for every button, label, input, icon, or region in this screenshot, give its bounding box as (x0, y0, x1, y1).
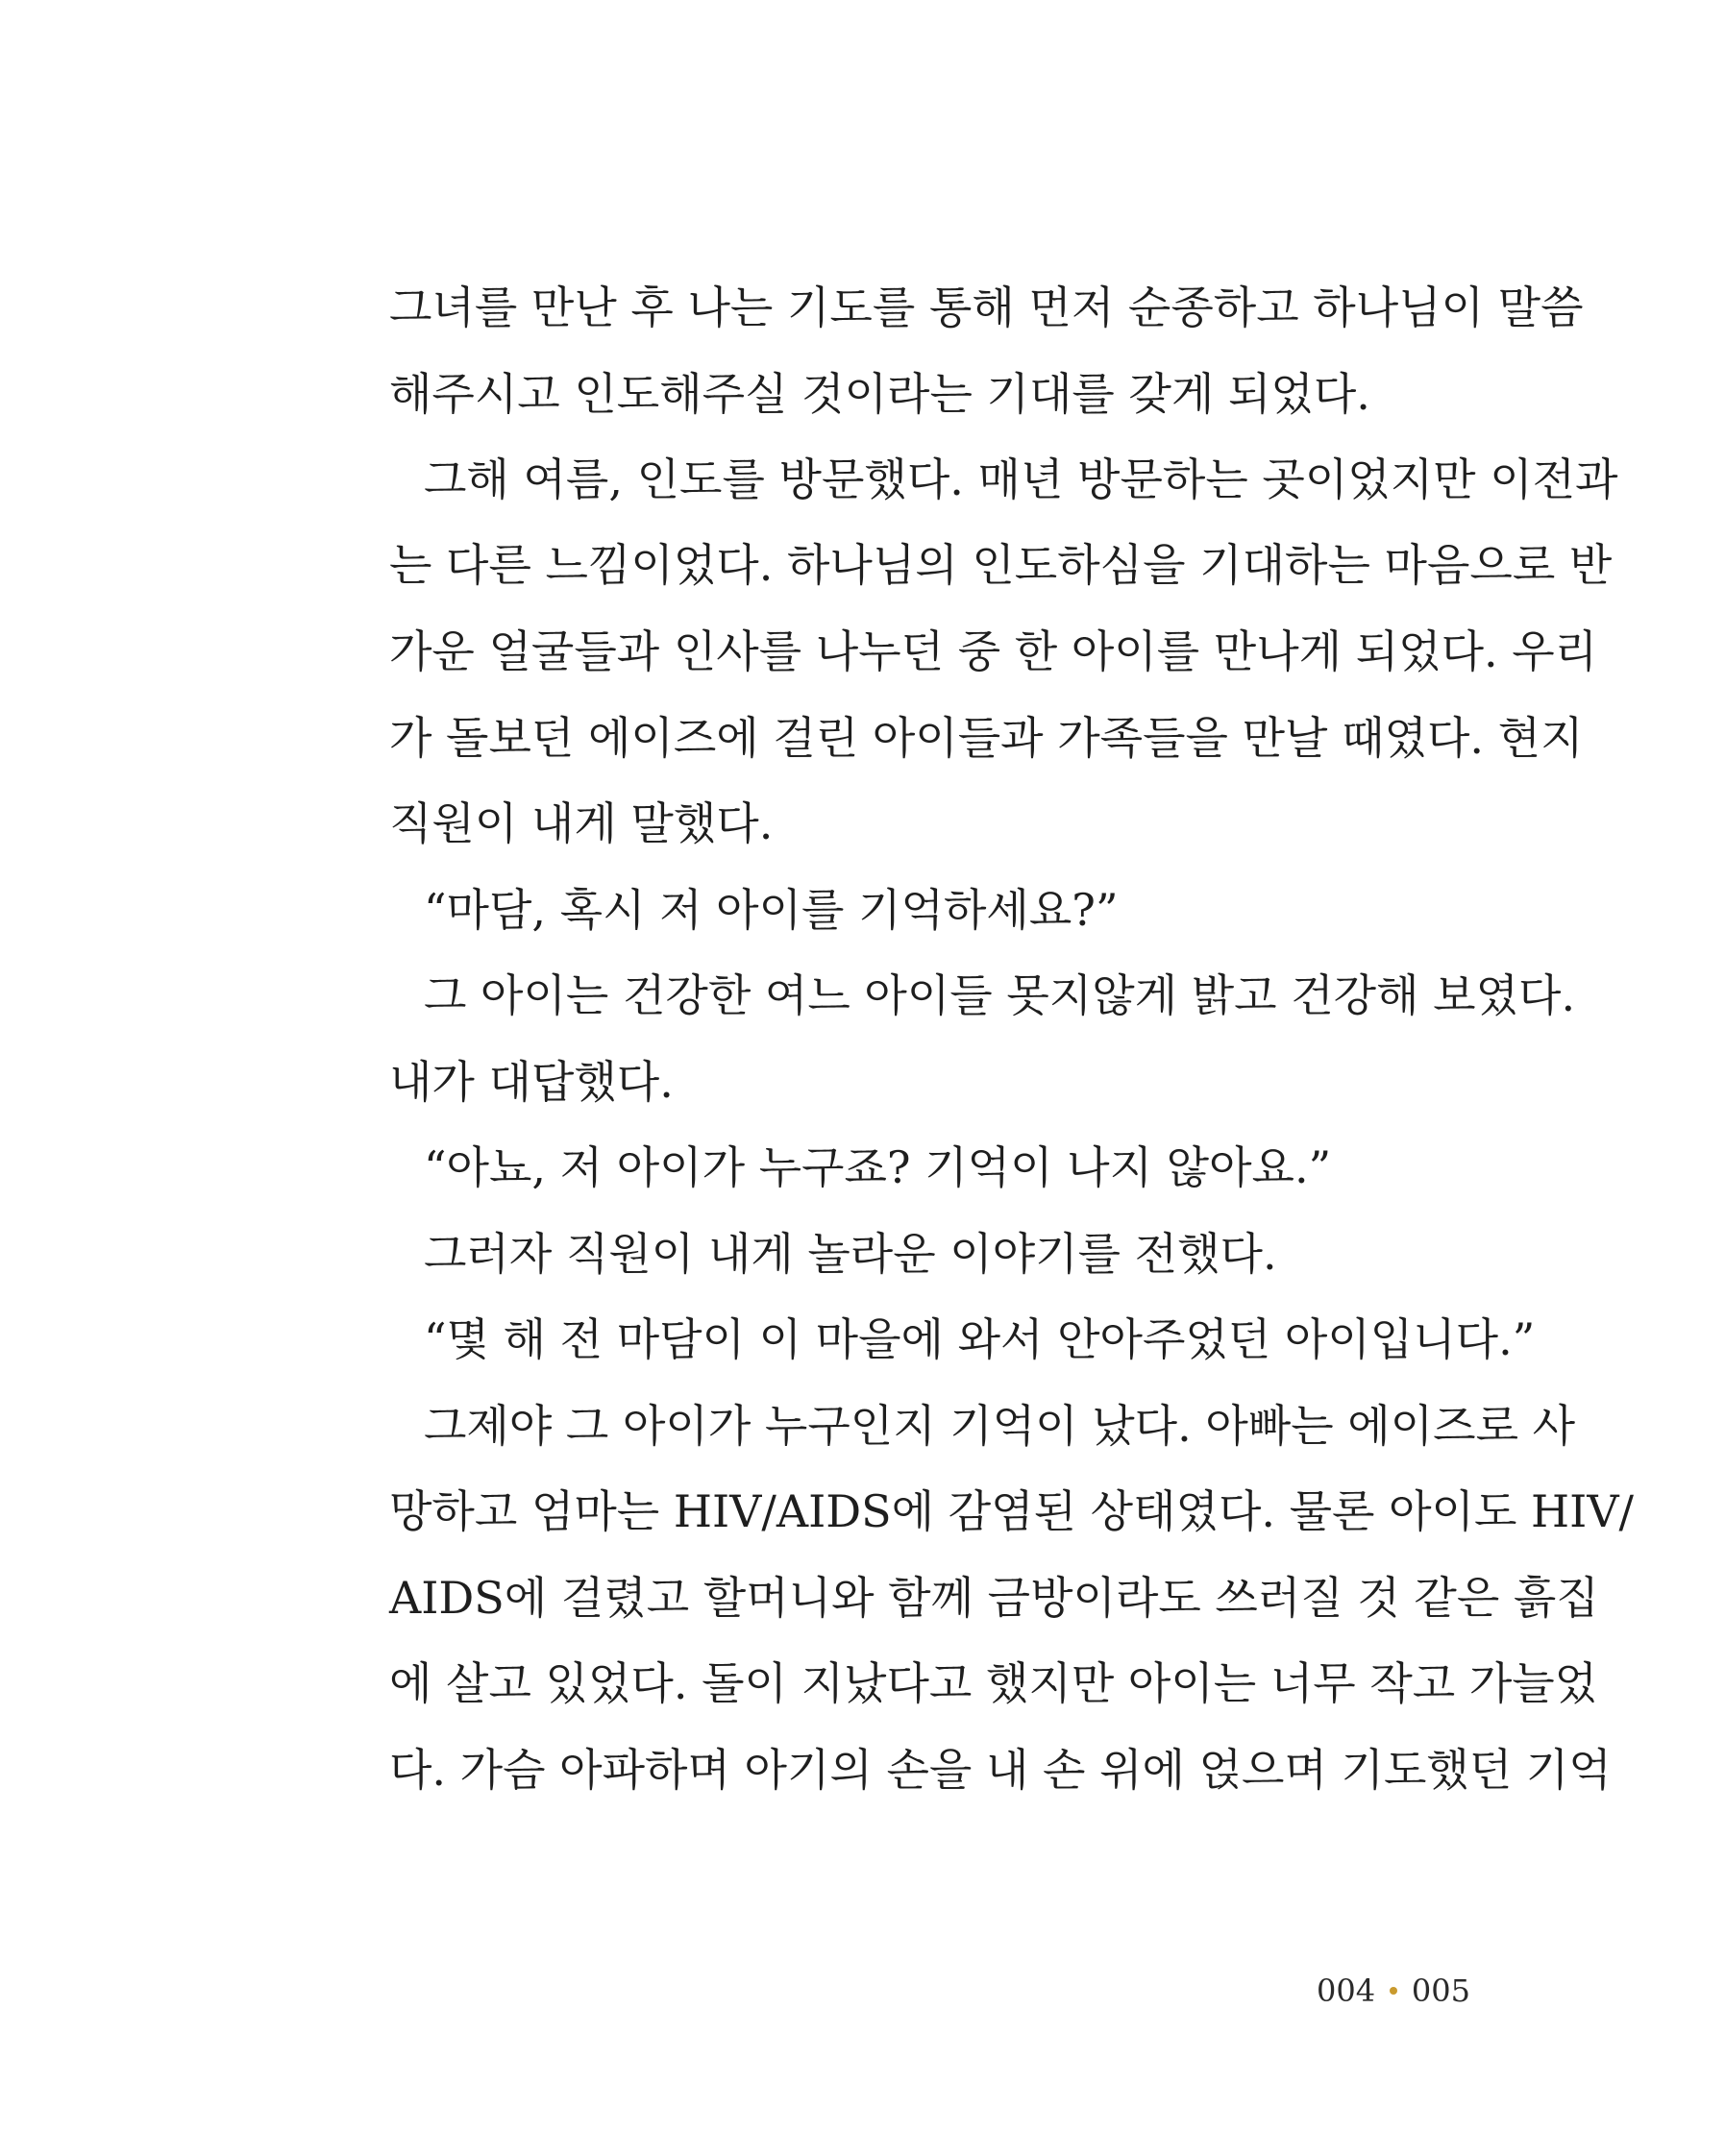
body-line: 직원이 내게 말했다. (389, 797, 774, 849)
body-line: “아뇨, 저 아이가 누구죠? 기억이 나지 않아요.” (424, 1141, 1332, 1193)
body-line: 그제야 그 아이가 누구인지 기억이 났다. 아빠는 에이즈로 사 (424, 1400, 1576, 1452)
body-line: 가운 얼굴들과 인사를 나누던 중 한 아이를 만나게 되었다. 우리 (389, 625, 1598, 677)
body-line: 가 돌보던 에이즈에 걸린 아이들과 가족들을 만날 때였다. 현지 (389, 712, 1584, 764)
body-line: 에 살고 있었다. 돌이 지났다고 했지만 아이는 너무 작고 가늘었 (389, 1657, 1598, 1709)
right-page-number: 005 (1411, 1972, 1470, 2009)
body-line: 는 다른 느낌이었다. 하나님의 인도하심을 기대하는 마음으로 반 (389, 539, 1613, 591)
body-line: 다. 가슴 아파하며 아기의 손을 내 손 위에 얹으며 기도했던 기억 (389, 1744, 1612, 1796)
body-line: 그러자 직원이 내게 놀라운 이야기를 전했다. (424, 1228, 1277, 1280)
body-line: AIDS에 걸렸고 할머니와 함께 금방이라도 쓰러질 것 같은 흙집 (389, 1572, 1599, 1624)
body-line: 그해 여름, 인도를 방문했다. 매년 방문하는 곳이었지만 이전과 (424, 453, 1618, 505)
body-line: “마담, 혹시 저 아이를 기억하세요?” (424, 884, 1119, 936)
body-line: “몇 해 전 마담이 이 마을에 와서 안아주었던 아이입니다.” (424, 1313, 1536, 1365)
body-line: 망하고 엄마는 HIV/AIDS에 감염된 상태였다. 물론 아이도 HIV/ (389, 1485, 1635, 1537)
page-numbers (1317, 1972, 1470, 2010)
left-page-number: 004 (1317, 1972, 1376, 2009)
body-line: 내가 대답했다. (389, 1056, 674, 1108)
body-line: 해주시고 인도해주실 것이라는 기대를 갖게 되었다. (389, 368, 1370, 420)
body-line: 그 아이는 건강한 여느 아이들 못지않게 밝고 건강해 보였다. (424, 969, 1576, 1021)
body-line: 그녀를 만난 후 나는 기도를 통해 먼저 순종하고 하나님이 말씀 (389, 282, 1584, 333)
page-number-separator-dot (1390, 1987, 1397, 1995)
